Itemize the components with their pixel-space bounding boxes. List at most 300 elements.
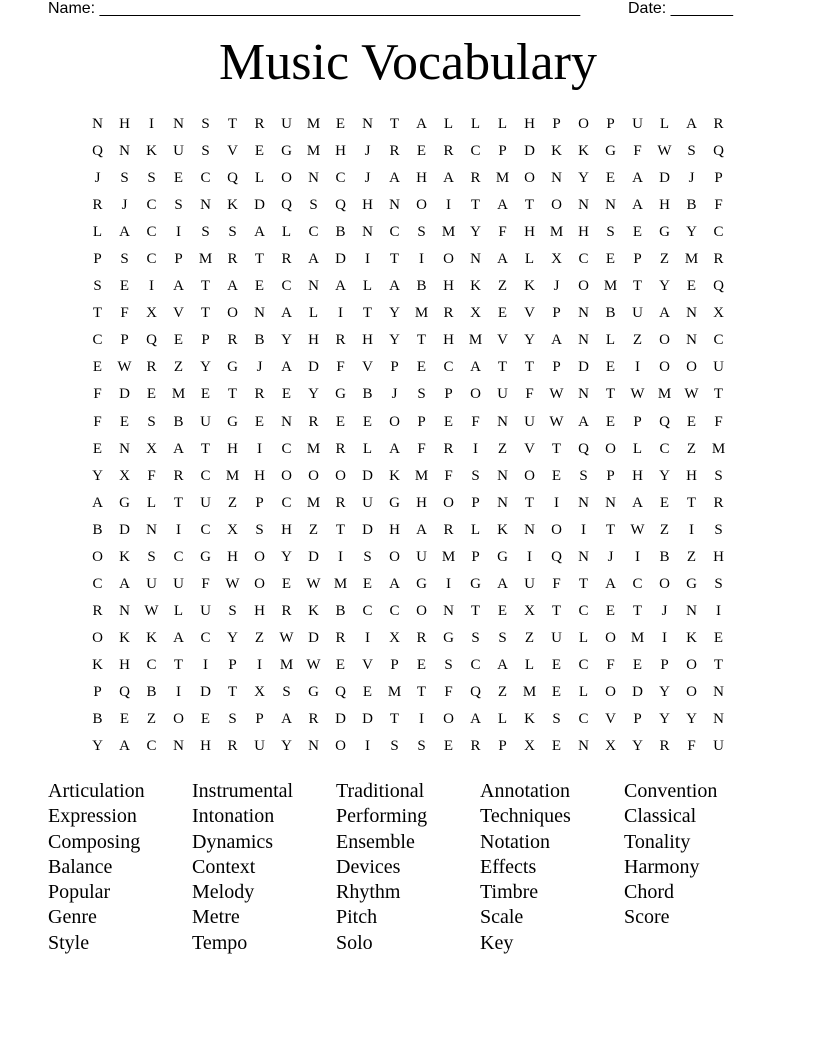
grid-letter: U <box>551 629 562 646</box>
grid-letter: Q <box>659 413 670 430</box>
grid-letter: J <box>256 359 263 376</box>
word-list-column <box>48 779 192 956</box>
grid-letter: P <box>93 683 102 700</box>
grid-letter: C <box>146 224 157 241</box>
grid-letter: N <box>497 494 508 511</box>
grid-letter: X <box>713 305 724 322</box>
grid-letter: C <box>308 224 319 241</box>
grid-letter: T <box>389 116 400 132</box>
grid-letter: E <box>713 629 724 646</box>
grid-letter: S <box>174 197 183 214</box>
grid-letter: B <box>416 278 427 295</box>
grid-letter: P <box>660 656 669 673</box>
grid-letter: A <box>308 251 319 268</box>
grid-row <box>84 628 732 655</box>
word-list-item: Melody <box>192 881 255 904</box>
grid-letter: Q <box>578 440 589 457</box>
grid-letter: G <box>389 494 400 511</box>
grid-letter: M <box>306 143 321 160</box>
grid-letter: C <box>92 332 103 349</box>
grid-letter: A <box>497 575 508 592</box>
grid-letter: T <box>227 386 238 403</box>
grid-row <box>84 736 732 763</box>
grid-letter: S <box>444 656 453 673</box>
grid-row <box>84 466 732 493</box>
grid-letter: H <box>578 224 589 241</box>
grid-letter: P <box>93 251 102 268</box>
grid-letter: L <box>524 656 535 673</box>
grid-letter: X <box>524 602 535 619</box>
grid-letter: N <box>119 602 130 619</box>
grid-letter: A <box>389 170 400 187</box>
grid-letter: F <box>444 683 453 700</box>
grid-letter: T <box>200 440 211 457</box>
grid-letter: E <box>173 332 184 349</box>
grid-letter: O <box>254 548 265 565</box>
grid-row <box>84 520 732 547</box>
grid-letter: T <box>632 278 643 295</box>
grid-letter: E <box>551 683 562 700</box>
grid-letter: E <box>335 413 346 430</box>
grid-letter: N <box>713 711 724 728</box>
grid-letter: A <box>632 170 643 187</box>
grid-letter: O <box>578 116 589 132</box>
grid-letter: C <box>578 251 589 268</box>
grid-letter: R <box>470 738 481 755</box>
grid-letter: A <box>119 738 130 755</box>
grid-letter: N <box>578 305 589 322</box>
grid-letter: W <box>657 143 672 160</box>
grid-letter: H <box>362 332 373 349</box>
grid-letter: I <box>365 629 370 646</box>
grid-letter: G <box>497 548 508 565</box>
grid-letter: K <box>524 711 535 728</box>
grid-letter: I <box>338 548 343 565</box>
grid-letter: N <box>173 738 184 755</box>
page-title: Music Vocabulary <box>219 34 597 91</box>
grid-letter: W <box>117 359 132 376</box>
grid-letter: N <box>308 738 319 755</box>
grid-letter: C <box>281 440 292 457</box>
grid-letter: U <box>497 386 508 403</box>
grid-letter: T <box>470 197 481 214</box>
grid-letter: R <box>443 521 454 538</box>
grid-letter: R <box>308 711 319 728</box>
grid-letter: P <box>714 170 723 187</box>
grid-letter: I <box>554 494 559 511</box>
grid-letter: Q <box>335 197 346 214</box>
grid-letter: I <box>257 656 262 673</box>
grid-letter: X <box>524 738 535 755</box>
grid-letter: S <box>201 116 210 132</box>
grid-letter: A <box>416 521 427 538</box>
grid-letter: R <box>281 251 292 268</box>
grid-letter: H <box>389 521 400 538</box>
grid-letter: R <box>335 494 346 511</box>
grid-letter: B <box>362 386 373 403</box>
grid-letter: R <box>443 440 454 457</box>
grid-letter: T <box>470 602 481 619</box>
word-list-column <box>192 779 336 956</box>
word-list-item: Context <box>192 855 256 878</box>
grid-letter: A <box>389 575 400 592</box>
grid-letter: Y <box>659 467 670 484</box>
grid-letter: F <box>201 575 210 592</box>
grid-letter: G <box>227 413 238 430</box>
grid-letter: B <box>92 521 103 538</box>
grid-letter: Y <box>92 738 103 755</box>
grid-letter: K <box>119 548 130 565</box>
grid-letter: M <box>414 305 429 322</box>
grid-letter: K <box>92 656 103 673</box>
grid-letter: E <box>416 143 427 160</box>
grid-letter: Q <box>335 683 346 700</box>
grid-letter: X <box>470 305 481 322</box>
word-list-item: Annotation <box>480 780 570 802</box>
grid-letter: H <box>362 197 373 214</box>
grid-letter: O <box>524 467 535 484</box>
grid-letter: E <box>497 305 508 322</box>
grid-letter: S <box>228 224 237 241</box>
word-list-item: Popular <box>48 881 111 904</box>
grid-letter: J <box>688 170 695 187</box>
grid-letter: K <box>470 278 481 295</box>
grid-letter: L <box>362 440 373 457</box>
grid-letter: P <box>606 467 615 484</box>
grid-letter: H <box>416 494 427 511</box>
grid-letter: R <box>659 738 670 755</box>
grid-letter: C <box>200 170 211 187</box>
word-list-column <box>480 779 624 956</box>
grid-letter: O <box>659 359 670 376</box>
grid-letter: H <box>254 467 265 484</box>
grid-letter: K <box>524 278 535 295</box>
grid-letter: S <box>498 629 507 646</box>
grid-letter: I <box>419 251 424 268</box>
grid-letter: E <box>686 278 697 295</box>
grid-letter: H <box>443 278 454 295</box>
grid-letter: X <box>146 440 157 457</box>
grid-letter: N <box>92 116 103 132</box>
grid-letter: O <box>254 575 265 592</box>
grid-letter: A <box>335 278 346 295</box>
grid-letter: O <box>92 548 103 565</box>
grid-letter: K <box>146 629 157 646</box>
grid-letter: W <box>630 386 645 403</box>
grid-letter: Y <box>200 359 211 376</box>
grid-letter: O <box>335 738 346 755</box>
grid-letter: Y <box>659 278 670 295</box>
grid-letter: C <box>146 197 157 214</box>
grid-letter: Q <box>281 197 292 214</box>
grid-letter: Z <box>308 521 319 538</box>
grid-row <box>84 709 732 736</box>
word-list-item: Performing <box>336 805 428 828</box>
grid-letter: I <box>716 602 721 619</box>
grid-letter: T <box>389 711 400 728</box>
grid-letter: U <box>281 116 292 132</box>
grid-letter: A <box>578 413 589 430</box>
grid-letter: N <box>578 197 589 214</box>
grid-letter: B <box>335 224 346 241</box>
grid-letter: Z <box>524 629 535 646</box>
word-list-item: Classical <box>624 805 697 828</box>
word-list-item: Timbre <box>480 881 539 904</box>
grid-letter: Y <box>524 332 535 349</box>
grid-letter: P <box>471 548 480 565</box>
grid-letter: R <box>92 197 103 214</box>
grid-row <box>84 412 732 439</box>
grid-letter: T <box>524 197 535 214</box>
grid-letter: F <box>633 143 642 160</box>
grid-letter: E <box>254 413 265 430</box>
grid-letter: G <box>227 359 238 376</box>
grid-row <box>84 276 732 303</box>
grid-letter: V <box>497 332 508 349</box>
grid-row <box>84 141 732 168</box>
grid-letter: P <box>228 656 237 673</box>
grid-letter: D <box>524 143 535 160</box>
grid-letter: S <box>147 548 156 565</box>
grid-letter: S <box>417 738 426 755</box>
grid-letter: N <box>578 548 589 565</box>
grid-letter: U <box>713 359 724 376</box>
grid-letter: F <box>120 305 129 322</box>
grid-letter: S <box>471 467 480 484</box>
grid-letter: I <box>581 521 586 538</box>
grid-row <box>84 574 732 601</box>
grid-letter: F <box>552 575 561 592</box>
grid-letter: O <box>416 197 427 214</box>
grid-letter: V <box>173 305 184 322</box>
grid-letter: O <box>551 521 562 538</box>
grid-letter: N <box>362 116 373 132</box>
grid-letter: O <box>686 656 697 673</box>
grid-letter: Z <box>497 278 508 295</box>
grid-letter: W <box>225 575 240 592</box>
grid-letter: B <box>173 413 184 430</box>
grid-letter: U <box>416 548 427 565</box>
grid-letter: I <box>689 521 694 538</box>
grid-letter: P <box>633 711 642 728</box>
grid-letter: R <box>227 332 238 349</box>
grid-letter: C <box>470 656 481 673</box>
grid-letter: R <box>146 359 157 376</box>
grid-letter: D <box>578 359 589 376</box>
grid-letter: X <box>146 305 157 322</box>
word-list-column <box>624 779 768 956</box>
grid-letter: I <box>635 359 640 376</box>
grid-letter: U <box>362 494 373 511</box>
grid-letter: T <box>227 116 238 132</box>
grid-letter: S <box>579 467 588 484</box>
grid-letter: X <box>119 467 130 484</box>
grid-letter: Y <box>308 386 319 403</box>
grid-letter: B <box>659 548 670 565</box>
word-list-item: Pitch <box>336 906 378 929</box>
grid-letter: Y <box>686 711 697 728</box>
grid-letter: L <box>173 602 184 619</box>
grid-letter: Z <box>497 440 508 457</box>
grid-letter: G <box>200 548 211 565</box>
grid-letter: S <box>120 170 129 187</box>
grid-letter: M <box>225 467 240 484</box>
grid-letter: K <box>551 143 562 160</box>
grid-letter: N <box>551 170 562 187</box>
grid-letter: I <box>527 548 532 565</box>
grid-letter: T <box>254 251 265 268</box>
grid-letter: K <box>686 629 697 646</box>
grid-letter: N <box>470 251 481 268</box>
grid-row <box>84 439 732 466</box>
grid-letter: R <box>281 602 292 619</box>
grid-row <box>84 655 732 682</box>
grid-letter: M <box>657 386 672 403</box>
grid-letter: E <box>254 278 265 295</box>
grid-letter: P <box>552 305 561 322</box>
grid-letter: Q <box>713 143 724 160</box>
grid-letter: F <box>498 224 507 241</box>
grid-letter: I <box>446 575 451 592</box>
grid-letter: D <box>335 251 346 268</box>
grid-letter: N <box>686 305 697 322</box>
grid-letter: A <box>551 332 562 349</box>
grid-letter: A <box>389 278 400 295</box>
grid-letter: X <box>551 251 562 268</box>
grid-letter: D <box>308 548 319 565</box>
grid-letter: Z <box>254 629 265 646</box>
grid-letter: S <box>147 413 156 430</box>
grid-letter: U <box>524 413 535 430</box>
grid-letter: G <box>119 494 130 511</box>
grid-letter: E <box>605 359 616 376</box>
grid-letter: R <box>92 602 103 619</box>
grid-letter: P <box>174 251 183 268</box>
grid-letter: E <box>200 386 211 403</box>
grid-letter: S <box>228 711 237 728</box>
grid-letter: M <box>387 683 402 700</box>
grid-row <box>84 682 732 709</box>
grid-letter: C <box>389 602 400 619</box>
grid-letter: E <box>551 738 562 755</box>
grid-letter: I <box>176 224 181 241</box>
grid-letter: C <box>443 359 454 376</box>
grid-letter: A <box>173 629 184 646</box>
grid-letter: M <box>306 116 321 132</box>
grid-letter: X <box>605 738 616 755</box>
word-list-item: Chord <box>624 881 674 904</box>
grid-letter: C <box>470 143 481 160</box>
grid-letter: N <box>362 224 373 241</box>
word-list-item: Metre <box>192 906 240 929</box>
grid-letter: H <box>281 521 292 538</box>
grid-letter: W <box>144 602 159 619</box>
grid-letter: P <box>255 711 264 728</box>
word-list-item: Techniques <box>480 805 571 828</box>
grid-letter: E <box>605 170 616 187</box>
grid-letter: H <box>254 602 265 619</box>
grid-letter: O <box>443 711 454 728</box>
grid-letter: Y <box>92 467 103 484</box>
grid-letter: T <box>173 656 184 673</box>
grid-letter: E <box>551 467 562 484</box>
grid-letter: H <box>632 467 643 484</box>
grid-letter: P <box>444 386 453 403</box>
grid-letter: V <box>362 359 373 376</box>
grid-letter: A <box>92 494 103 511</box>
grid-letter: T <box>362 305 373 322</box>
grid-letter: P <box>498 738 507 755</box>
grid-letter: J <box>553 278 560 295</box>
grid-letter: C <box>713 224 724 241</box>
grid-letter: S <box>93 278 102 295</box>
grid-letter: T <box>713 656 724 673</box>
grid-letter: P <box>498 143 507 160</box>
grid-letter: U <box>200 602 211 619</box>
grid-row <box>84 601 732 628</box>
word-list-item: Articulation <box>48 780 145 802</box>
grid-row <box>84 114 732 141</box>
grid-letter: R <box>335 440 346 457</box>
grid-letter: A <box>416 116 427 132</box>
grid-letter: C <box>335 170 346 187</box>
grid-letter: N <box>173 116 184 132</box>
grid-letter: E <box>119 711 130 728</box>
grid-letter: D <box>308 359 319 376</box>
grid-letter: F <box>147 467 156 484</box>
grid-letter: P <box>633 413 642 430</box>
grid-letter: Z <box>659 521 670 538</box>
grid-letter: K <box>497 521 508 538</box>
grid-letter: R <box>389 143 400 160</box>
grid-letter: I <box>257 440 262 457</box>
grid-letter: E <box>146 386 157 403</box>
grid-letter: T <box>389 251 400 268</box>
grid-letter: O <box>92 629 103 646</box>
grid-letter: C <box>362 602 373 619</box>
grid-letter: E <box>416 656 427 673</box>
grid-letter: L <box>659 116 670 132</box>
grid-letter: T <box>200 305 211 322</box>
grid-letter: W <box>549 413 564 430</box>
grid-row <box>84 357 732 384</box>
grid-letter: H <box>524 224 535 241</box>
grid-letter: J <box>121 197 128 214</box>
grid-letter: K <box>389 467 400 484</box>
word-list-column <box>336 779 480 956</box>
grid-letter: R <box>335 629 346 646</box>
grid-letter: Y <box>578 170 589 187</box>
grid-letter: E <box>173 170 184 187</box>
grid-letter: K <box>578 143 589 160</box>
grid-letter: S <box>714 467 723 484</box>
grid-letter: O <box>227 305 238 322</box>
grid-letter: E <box>362 413 373 430</box>
grid-letter: O <box>389 413 400 430</box>
grid-letter: R <box>713 116 724 132</box>
grid-letter: C <box>173 548 184 565</box>
grid-letter: G <box>443 629 454 646</box>
grid-letter: M <box>441 224 456 241</box>
grid-letter: X <box>227 521 238 538</box>
grid-letter: N <box>497 467 508 484</box>
grid-letter: C <box>200 521 211 538</box>
grid-letter: W <box>306 656 321 673</box>
grid-letter: Y <box>281 738 292 755</box>
grid-letter: V <box>605 711 616 728</box>
grid-letter: I <box>149 278 154 295</box>
grid-letter: E <box>686 413 697 430</box>
